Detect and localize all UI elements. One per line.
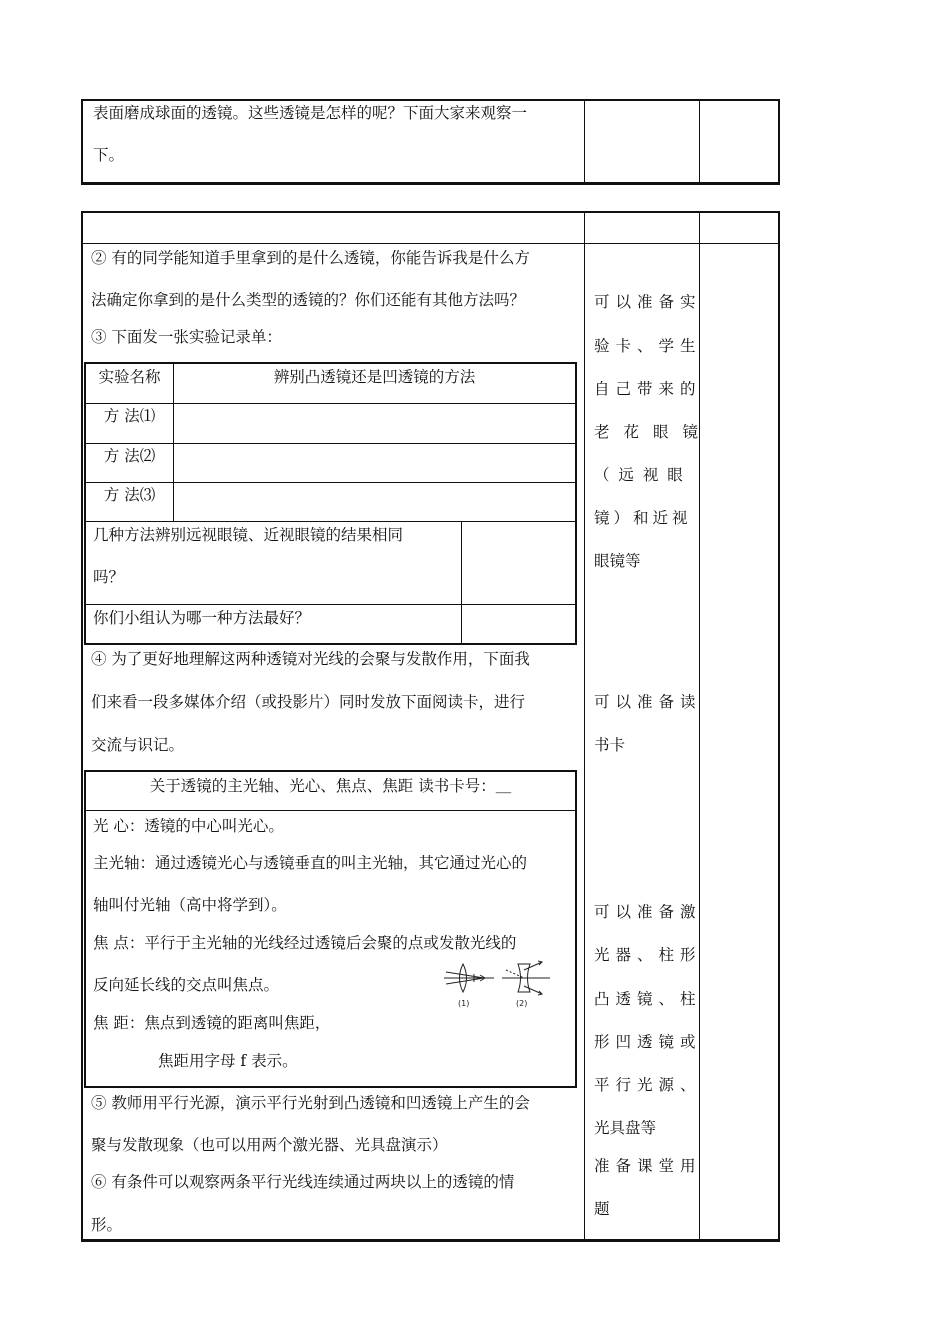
side-note-3-line: 凸透镜、柱 [594,990,702,1008]
side-note-4-line: 题 [594,1200,610,1218]
paragraph-5-line1: ⑤ 教师用平行光源，演示平行光射到凸透镜和凹透镜上产生的会 [91,1094,530,1112]
question-1-line1: 几种方法辨别远视眼镜、近视眼镜的结果相同 [93,526,404,544]
side-note-1-line: 自己带来的 [594,380,702,398]
principal-axis-line1: 主光轴：通过透镜光心与透镜垂直的叫主光轴，其它通过光心的 [93,854,528,872]
paragraph-2-line1: ② 有的同学能知道手里拿到的是什么透镜，你能告诉我是什么方 [91,249,530,267]
focus-def-line2: 反向延长线的交点叫焦点。 [93,976,280,994]
convex-lens-figure [444,964,494,992]
paragraph-4-line3: 交流与识记。 [91,736,185,754]
side-note-1-line: （ 远 视 眼 [594,466,685,484]
paragraph-4-line2: 们来看一段多媒体介绍（或投影片）同时发放下面阅读卡，进行 [91,693,526,711]
focal-length-line1: 焦 距：焦点到透镜的距离叫焦距， [93,1014,331,1032]
question-1-line2: 吗？ [93,568,125,586]
side-note-1-line: 老花眼镜 [594,423,713,441]
record-header-label: 实验名称 [98,368,161,386]
figure-1-label: (1) [458,999,470,1008]
side-note-1-line: 可以准备实 [594,293,702,311]
side-note-1-line: 验卡、学生 [594,337,702,355]
side-note-2-line: 书卡 [594,736,626,754]
method-3-label: 方 法⑶ [103,486,156,504]
side-note-4-line: 准备课堂用 [594,1157,702,1175]
side-note-3-line: 形凹透镜或 [594,1033,702,1051]
side-note-3-line: 光具盘等 [594,1119,657,1137]
question-2: 你们小组认为哪一种方法最好？ [93,609,311,627]
paragraph-5-line2: 聚与发散现象（也可以用两个激光器、光具盘演示） [91,1136,448,1154]
side-note-1-line: 眼镜等 [594,552,641,570]
concave-lens-figure [502,961,550,995]
principal-axis-line2: 轴叫付光轴（高中将学到）。 [93,896,287,914]
paragraph-2-line2: 法确定你拿到的是什么类型的透镜的？你们还能有其他方法吗？ [91,291,526,309]
optical-center-def: 光 心：透镜的中心叫光心。 [93,817,284,835]
side-note-2-line: 可以准备读 [594,693,702,711]
side-note-3-line: 平行光源、 [594,1076,702,1094]
paragraph-6-line1: ⑥ 有条件可以观察两条平行光线连续通过两块以上的透镜的情 [91,1173,515,1191]
focus-def-line1: 焦 点：平行于主光轴的光线经过透镜后会聚的点或发散光线的 [93,934,517,952]
method-2-label: 方 法⑵ [103,447,156,465]
lens-diagram [444,958,554,1010]
side-note-3-line: 可以准备激 [594,903,702,921]
record-header-value: 辨别凸透镜还是凹透镜的方法 [273,368,476,386]
figure-2-label: (2) [516,999,528,1008]
paragraph-3: ③ 下面发一张实验记录单： [91,328,282,346]
paragraph-4-line1: ④ 为了更好地理解这两种透镜对光线的会聚与发散作用，下面我 [91,650,530,668]
focal-length-line2: 焦距用字母 f 表示。 [158,1052,298,1070]
side-note-1-line: 镜）和近视 [594,509,692,527]
top-text-line1: 表面磨成球面的透镜。这些透镜是怎样的呢？下面大家来观察一 [93,104,528,122]
method-1-label: 方 法⑴ [103,407,156,425]
top-text-line2: 下。 [93,146,125,164]
reading-card-title: 关于透镜的主光轴、光心、焦点、焦距 读书卡号：＿ [149,777,512,795]
paragraph-6-line2: 形。 [91,1216,123,1234]
side-note-3-line: 光器、柱形 [594,946,702,964]
